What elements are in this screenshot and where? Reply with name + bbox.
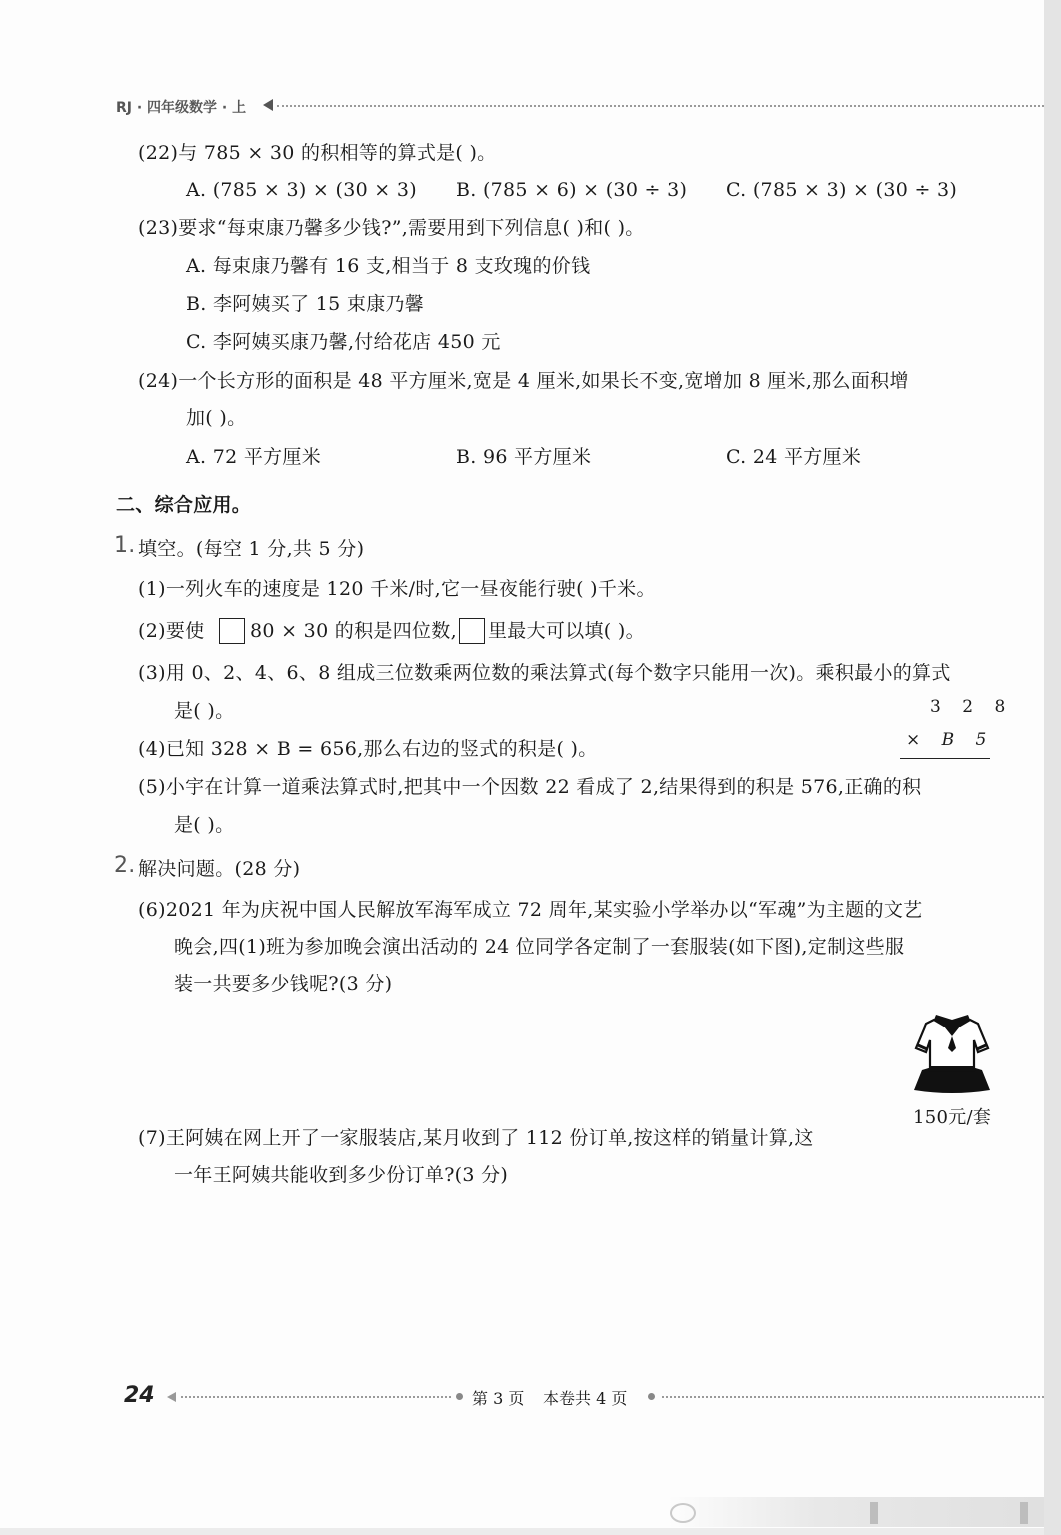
fill-q1: (1)一列火车的速度是 120 千米/时,它一昼夜能行驶( )千米。 <box>138 578 656 600</box>
footer-divider <box>662 1396 1044 1398</box>
vertical-multiplication-top: 3 2 8 <box>930 697 1014 717</box>
q22-stem: (22)与 785 × 30 的积相等的算式是( )。 <box>138 142 497 164</box>
part2-number: 2. <box>114 853 136 878</box>
q24-option-a: A. 72 平方厘米 <box>186 446 322 468</box>
fill-q2-start: (2)要使 <box>138 620 205 642</box>
q24-option-c: C. 24 平方厘米 <box>726 446 862 468</box>
watermark <box>668 1497 1044 1527</box>
header-arrow-icon <box>263 99 273 111</box>
part1-title: 填空。(每空 1 分,共 5 分) <box>138 538 365 560</box>
q22-option-b: B. (785 × 6) × (30 ÷ 3) <box>456 179 688 201</box>
fill-q5-line1: (5)小宇在计算一道乘法算式时,把其中一个因数 22 看成了 2,结果得到的积是 576,正确的积 <box>138 776 922 798</box>
footer-bullet-icon <box>456 1393 463 1400</box>
header-label: RJ · 四年级数学 · 上 <box>116 100 247 116</box>
footer-total-pages: 本卷共 4 页 <box>543 1389 628 1408</box>
footer-bullet-icon <box>648 1393 655 1400</box>
fill-q3-line1: (3)用 0、2、4、6、8 组成三位数乘两位数的乘法算式(每个数字只能用一次)。乘积最小的算式 <box>138 662 951 684</box>
footer-page-indicator: 第 3 页 <box>472 1389 525 1408</box>
page-edge <box>1044 0 1061 1535</box>
watermark-bar <box>870 1502 878 1524</box>
fill-q5-line2: 是( )。 <box>174 814 235 836</box>
solve-q6-line2: 晚会,四(1)班为参加晚会演出活动的 24 位同学各定制了一套服装(如下图),定制这些服 <box>174 936 905 958</box>
solve-q6-line1: (6)2021 年为庆祝中国人民解放军海军成立 72 周年,某实验小学举办以“军魂”为主题的文艺 <box>138 899 923 921</box>
footer-divider <box>181 1396 451 1398</box>
fill-q3-line2: 是( )。 <box>174 700 235 722</box>
q23-option-c: C. 李阿姨买康乃馨,付给花店 450 元 <box>186 331 501 353</box>
vertical-multiplication-line <box>900 758 990 759</box>
fill-q4: (4)已知 328 × B = 656,那么右边的竖式的积是( )。 <box>138 738 598 760</box>
page-number: 24 <box>124 1383 155 1408</box>
q23-option-b: B. 李阿姨买了 15 束康乃馨 <box>186 293 425 315</box>
solve-q7-line2: 一年王阿姨共能收到多少份订单?(3 分) <box>174 1164 509 1186</box>
blank-box <box>219 618 245 644</box>
footer-arrow-icon <box>167 1392 176 1402</box>
q24-stem-line1: (24)一个长方形的面积是 48 平方厘米,宽是 4 厘米,如果长不变,宽增加 8 厘米,那么面积增 <box>138 370 909 392</box>
q23-option-a: A. 每束康乃馨有 16 支,相当于 8 支玫瑰的价钱 <box>186 255 591 277</box>
part2-title: 解决问题。(28 分) <box>138 858 301 880</box>
part1-number: 1. <box>114 533 136 558</box>
fill-q2-end: 里最大可以填( )。 <box>488 620 645 642</box>
fill-q2-middle: 80 × 30 的积是四位数, <box>250 620 457 642</box>
q22-option-a: A. (785 × 3) × (30 × 3) <box>186 179 417 201</box>
section-title: 二、综合应用。 <box>116 494 252 516</box>
q23-stem: (23)要求“每束康乃馨多少钱?”,需要用到下列信息( )和( )。 <box>138 217 645 239</box>
watermark-bar <box>1020 1502 1028 1524</box>
q24-option-b: B. 96 平方厘米 <box>456 446 592 468</box>
vertical-multiplication-bottom: × B 5 <box>906 730 995 750</box>
dress-icon <box>912 1012 992 1094</box>
header-divider <box>277 105 1044 107</box>
solve-q6-line3: 装一共要多少钱呢?(3 分) <box>174 973 393 995</box>
price-label: 150元/套 <box>913 1107 992 1128</box>
solve-q7-line1: (7)王阿姨在网上开了一家服装店,某月收到了 112 份订单,按这样的销量计算,这 <box>138 1127 814 1149</box>
chat-icon <box>670 1503 696 1523</box>
q22-option-c: C. (785 × 3) × (30 ÷ 3) <box>726 179 958 201</box>
q24-stem-line2: 加( )。 <box>186 407 247 429</box>
blank-box <box>459 618 485 644</box>
